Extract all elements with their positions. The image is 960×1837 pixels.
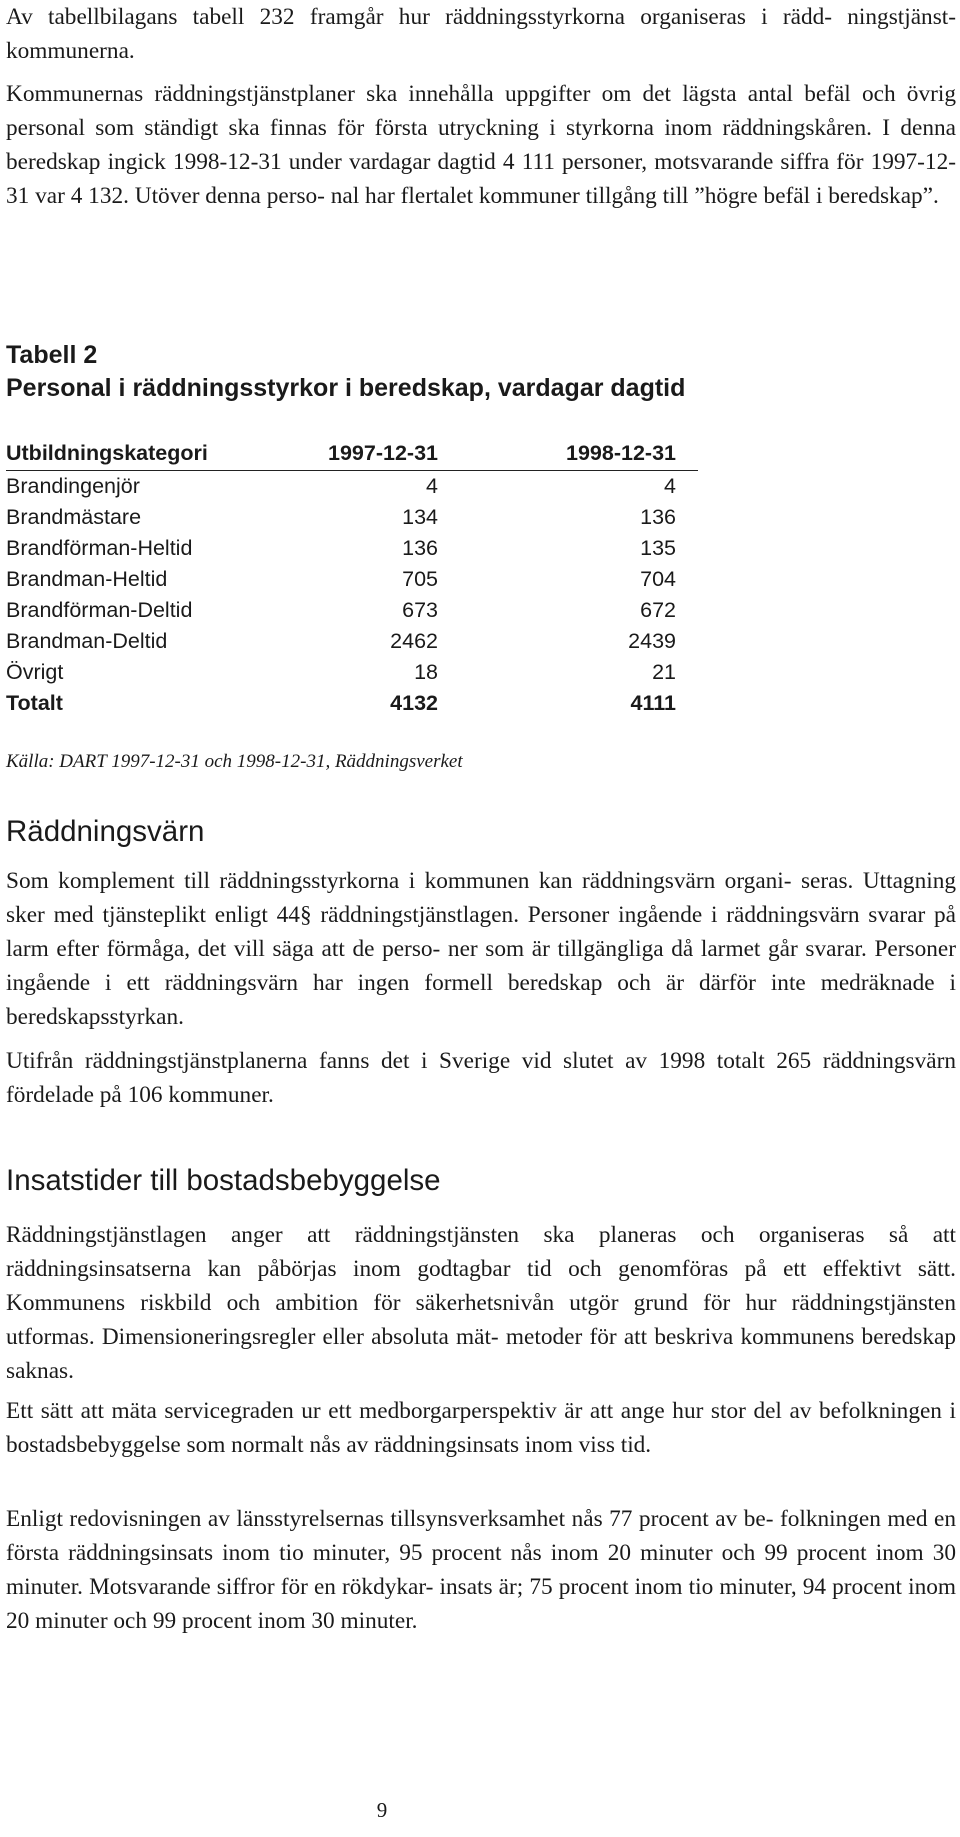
cell-category: Brandingenjör [6, 474, 140, 498]
cell-category: Brandman-Deltid [6, 629, 168, 653]
page-number: 9 [376, 1798, 388, 1822]
cell-1998: 2439 [628, 629, 676, 653]
raddningsvarn-paragraph-1: Som komplement till räddningsstyrkorna i kommunen kan räddningsvärn organi- seras. Uttagning sker med tjänsteplikt enligt 44§ räddningstjänstlagen. Personer ingående i räddningsvärn svarar på larm efter förmåga, det vill säga att de perso- ner som är tillgängliga då larmet går svarar. Personer ingående i ett räddningsvärn har ingen formell beredskap och är därför inte medräknade i beredskapsstyrkan. [6, 868, 956, 1030]
header-1997: 1997-12-31 [304, 436, 438, 471]
table-total-row [6, 688, 698, 719]
cell-1998: 704 [640, 567, 676, 591]
cell-category: Totalt [6, 691, 63, 715]
cell-1998: 21 [652, 660, 676, 684]
cell-1997: 673 [402, 598, 438, 622]
cell-1998: 672 [640, 598, 676, 622]
cell-1998: 4111 [630, 691, 676, 715]
table-row [6, 564, 698, 595]
cell-category: Brandförman-Heltid [6, 536, 193, 560]
insatstider-paragraph-3: Enligt redovisningen av länsstyrelsernas tillsynsverksamhet nås 77 procent av be- folkningen med en första räddningsinsats inom tio minuter, 95 procent nås inom 20 minuter och 99 procent inom 30 minuter. Motsvarande siffror för en rökdykar- insats är; 75 procent inom tio minuter, 94 procent inom 20 minuter och 99 procent inom 30 minuter. [6, 1506, 956, 1634]
header-1998: 1998-12-31 [438, 436, 676, 471]
table-row [6, 595, 698, 626]
header-category: Utbildningskategori [6, 436, 304, 471]
cell-1997: 136 [402, 536, 438, 560]
table-header-row [6, 436, 698, 471]
raddningsvarn-paragraph-2: Utifrån räddningstjänstplanerna fanns det i Sverige vid slutet av 1998 totalt 265 räddningsvärn fördelade på 106 kommuner. [6, 1048, 956, 1108]
insatstider-paragraph-2: Ett sätt att mäta servicegraden ur ett medborgarperspektiv är att ange hur stor del av befolkningen i bostadsbebyggelse som normalt nås av räddningsinsats inom viss tid. [6, 1398, 956, 1458]
cell-1998: 136 [640, 505, 676, 529]
cell-1997: 4132 [390, 691, 438, 715]
cell-category: Brandman-Heltid [6, 567, 168, 591]
cell-1997: 4 [426, 474, 438, 498]
header-spacer [676, 436, 698, 471]
table-title: Personal i räddningsstyrkor i beredskap, vardagar dagtid [6, 374, 686, 402]
cell-1997: 705 [402, 567, 438, 591]
cell-1998: 4 [664, 474, 676, 498]
table-source-note: Källa: DART 1997-12-31 och 1998-12-31, Räddningsverket [6, 751, 463, 772]
cell-category: Brandförman-Deltid [6, 598, 193, 622]
cell-1997: 134 [402, 505, 438, 529]
cell-category: Brandmästare [6, 505, 142, 529]
table-row [6, 533, 698, 564]
section-heading-raddningsvarn: Räddningsvärn [6, 815, 205, 848]
personnel-table [6, 436, 698, 719]
table-row [6, 626, 698, 657]
cell-category: Övrigt [6, 660, 64, 684]
cell-1997: 18 [414, 660, 438, 684]
insatstider-paragraph-1: Räddningstjänstlagen anger att räddningstjänsten ska planeras och organiseras så att räddningsinsatserna kan påbörjas inom godtagbar tid och genomföras på ett effektivt sätt. Kommunens riskbild och ambition för säkerhetsnivån utgör grund för hur räddningstjänsten utformas. Dimensioneringsregler eller absoluta mät- metoder för att beskriva kommunens beredskap saknas. [6, 1222, 956, 1384]
table-row [6, 657, 698, 688]
table-row [6, 471, 698, 503]
intro-paragraph-2: Kommunernas räddningstjänstplaner ska innehålla uppgifter om det lägsta antal befäl och övrig personal som ständigt ska finnas för första utryckning i styrkorna inom räddningskåren. I denna beredskap ingick 1998-12-31 under vardagar dagtid 4 111 personer, motsvarande siffra för 1997-12-31 var 4 132. Utöver denna perso- nal har flertalet kommuner tillgång till ”högre befäl i beredskap”. [6, 81, 956, 209]
cell-1997: 2462 [390, 629, 438, 653]
table-row [6, 502, 698, 533]
intro-paragraph-1: Av tabellbilagans tabell 232 framgår hur räddningsstyrkorna organiseras i rädd- ningstjänst-kommunerna. [6, 4, 956, 64]
table-label: Tabell 2 [6, 341, 98, 369]
cell-1998: 135 [640, 536, 676, 560]
section-heading-insatstider: Insatstider till bostadsbebyggelse [6, 1164, 441, 1197]
